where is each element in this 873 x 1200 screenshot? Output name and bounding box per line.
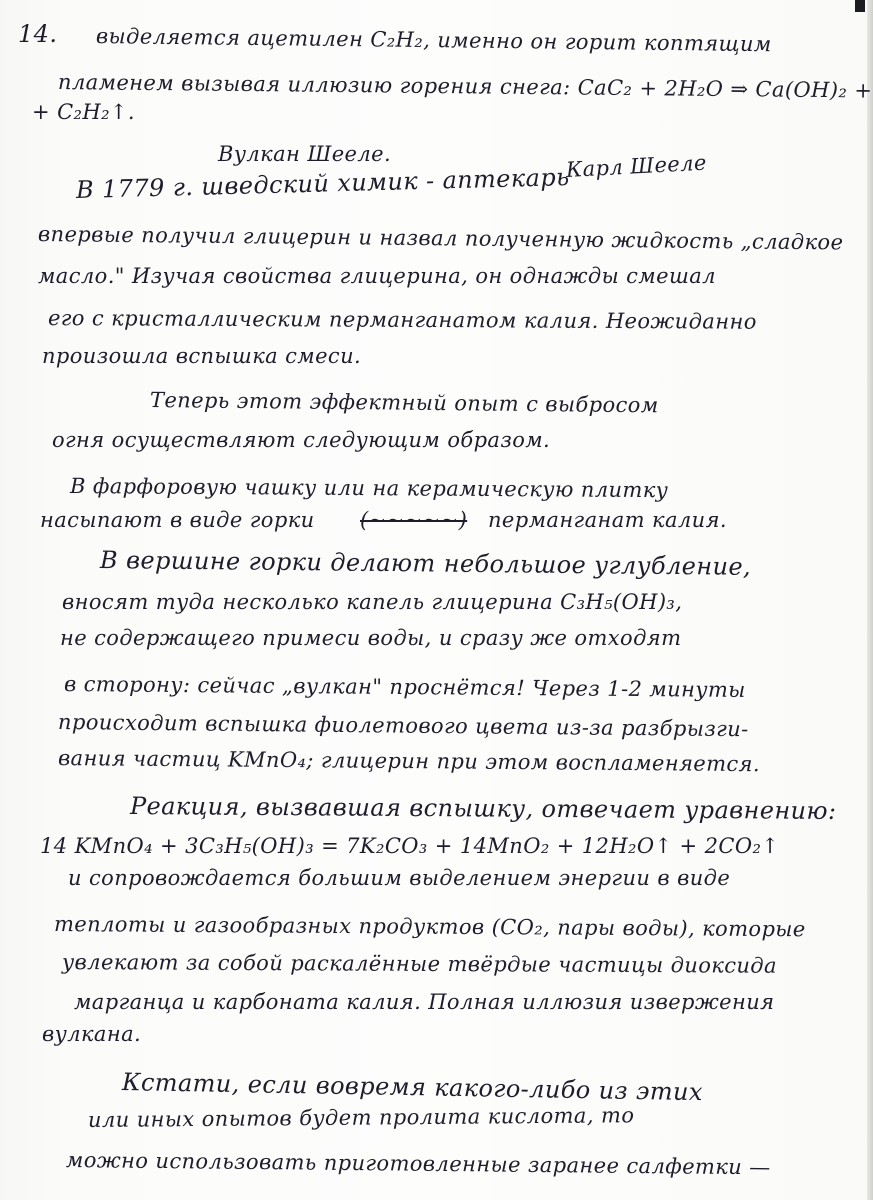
text-line-13: В фарфоровую чашку или на керамическую плитку bbox=[69, 474, 669, 503]
text-line-10: произошла вспышка смеси. bbox=[42, 344, 362, 368]
text-line-28: Кстати, если вовремя какого-либо из этих bbox=[121, 1068, 704, 1107]
section-title: Вулкан Шееле. bbox=[218, 142, 392, 166]
text-line-29: или иных опытов будет пролита кислота, то bbox=[87, 1103, 635, 1132]
text-line-3: + C₂H₂↑. bbox=[32, 100, 135, 124]
text-line-1: выделяется ацетилен C₂H₂, именно он горит коптящим bbox=[95, 24, 772, 57]
text-line-25: увлекают за собой раскалённые твёрдые частицы диоксида bbox=[61, 950, 778, 978]
text-line-20: вания частиц KMnO₄; глицерин при этом воспламеняется. bbox=[57, 746, 761, 777]
text-line-11: Теперь этот эффектный опыт с выбросом bbox=[149, 388, 659, 418]
corner-ink-mark bbox=[855, 0, 865, 12]
text-line-24: теплоты и газообразных продуктов (CO₂, пары воды), которые bbox=[53, 912, 806, 942]
text-line-21: Реакция, вызвавшая вспышку, отвечает уравнению: bbox=[129, 792, 837, 825]
text-line-7: впервые получил глицерин и назвал полученную жидкость „сладкое bbox=[37, 222, 844, 255]
text-line-16: вносят туда несколько капель глицерина C₃H₅(OH)₃, bbox=[62, 590, 683, 614]
text-line-8: масло." Изучая свойства глицерина, он однажды смешал bbox=[38, 264, 716, 288]
text-line-27: вулкана. bbox=[42, 1022, 142, 1046]
text-line-23: и сопровождается большим выделением энергии в виде bbox=[68, 866, 731, 890]
margin-note-author: Карл Шееле bbox=[565, 150, 708, 182]
text-line-14a: насыпают в виде горки bbox=[40, 508, 315, 532]
text-line-15: В вершине горки делают небольшое углубление, bbox=[99, 546, 752, 581]
text-line-17: не содержащего примеси воды, и сразу же отходят bbox=[60, 626, 682, 650]
text-line-30: можно использовать приготовленные заранее салфетки — bbox=[65, 1148, 771, 1180]
reaction-equation: 14 KMnO₄ + 3C₃H₅(OH)₃ = 7K₂CO₃ + 14MnO₂ + 12H₂O↑ + 2CO₂↑ bbox=[40, 834, 780, 858]
text-line-19: происходит вспышка фиолетового цвета из-за разбрызги- bbox=[57, 710, 749, 742]
page-number: 14. bbox=[18, 20, 58, 48]
crossed-out-word: (~~~~~) bbox=[360, 508, 468, 532]
page-edge-shadow bbox=[867, 0, 873, 1200]
text-line-12: огня осуществляют следующим образом. bbox=[52, 428, 551, 452]
text-line-18: в сторону: сейчас „вулкан" проснётся! Через 1-2 минуты bbox=[63, 672, 746, 702]
text-line-14b: перманганат калия. bbox=[488, 508, 727, 532]
text-line-9: его с кристаллическим перманганатом калия. Неожиданно bbox=[47, 306, 757, 334]
text-line-2: пламенем вызывая иллюзию горения снега: CaC₂ + 2H₂O ⇒ Ca(OH)₂ + bbox=[57, 70, 873, 103]
text-line-26: марганца и карбоната калия. Полная иллюзия извержения bbox=[74, 990, 775, 1014]
text-line-6: В 1779 г. шведский химик - аптекарь bbox=[75, 163, 570, 204]
